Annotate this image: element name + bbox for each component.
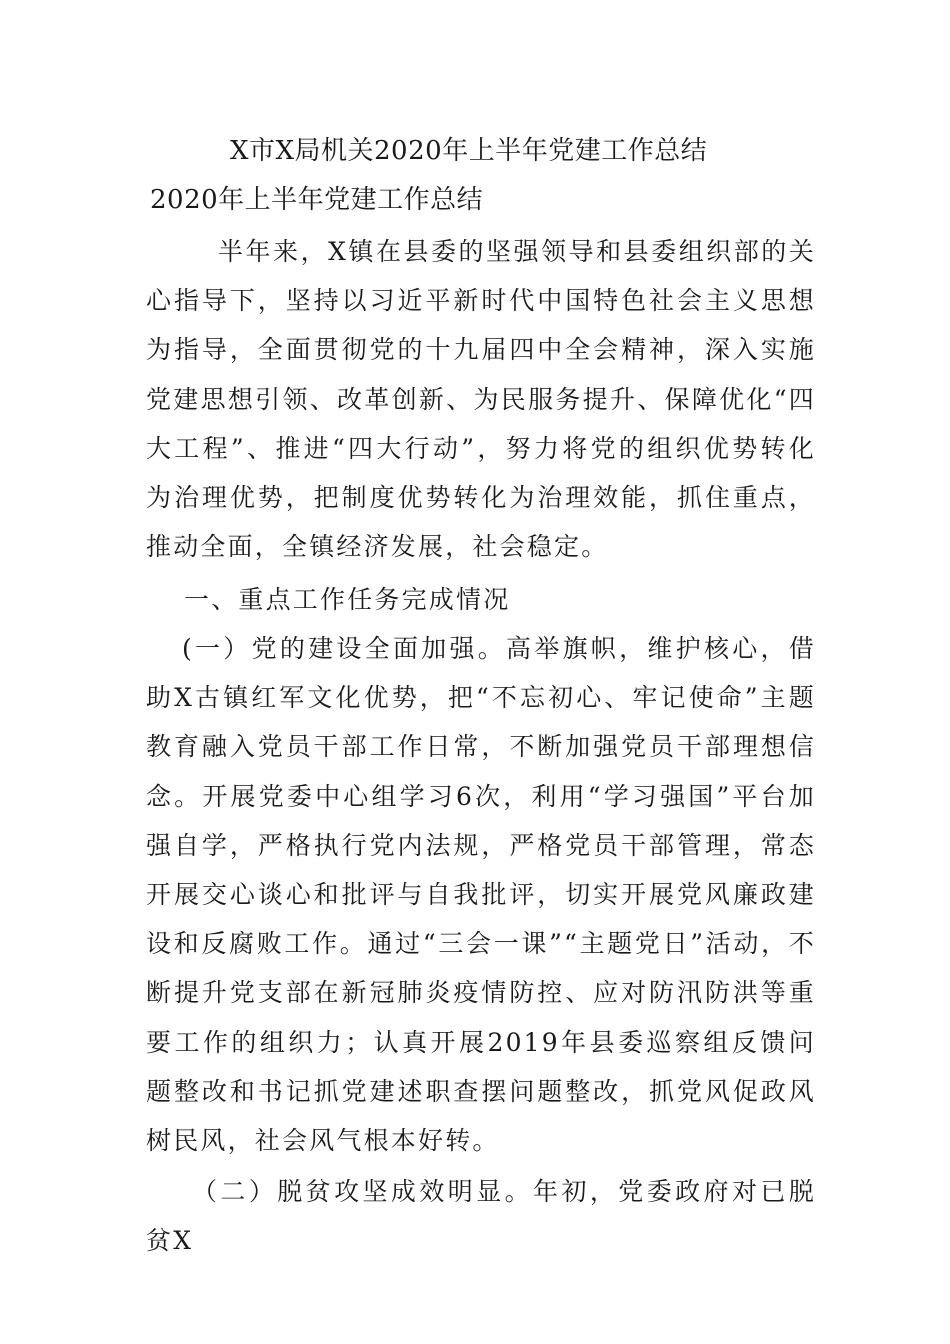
document-title: X市X局机关2020年上半年党建工作总结 xyxy=(230,136,708,166)
section-heading: 一、重点工作任务完成情况 xyxy=(184,585,511,614)
item-1-paragraph: (一）党的建设全面加强。高举旗帜，维护核心，借助X古镇红军文化优势，把“不忘初心、牢记使命”主题教育融入党员干部工作日常，不断加强党员干部理想信念。开展党委中心组学习6次，利用“学习强国”平台加强自学，严格执行党内法规，严格党员干部管理，常态开展交心谈心和批评与自我批评，切实开展党风廉政建设和反腐败工作。通过“三会一课”“主题党日”活动，不断提升党支部在新冠肺炎疫情防控、应对防汛防洪等重要工作的组织力；认真开展2019年县委巡察组反馈问题整改和书记抓党建述职查摆问题整改，抓党风促政风树民风，社会风气根本好转。 xyxy=(146,634,816,1156)
intro-paragraph: 半年来，X镇在县委的坚强领导和县委组织部的关心指导下，坚持以习近平新时代中国特色社会主义思想为指导，全面贯彻党的十九届四中全会精神，深入实施党建思想引领、改革创新、为民服务提升、保障优化“四大工程”、推进“四大行动”，努力将党的组织优势转化为治理优势，把制度优势转化为治理效能，抓住重点，推动全面，全镇经济发展，社会稳定。 xyxy=(146,237,816,562)
item-2-paragraph: （二）脱贫攻坚成效明显。年初，党委政府对已脱贫X xyxy=(146,1177,816,1256)
document-subtitle: 2020年上半年党建工作总结 xyxy=(150,185,484,215)
